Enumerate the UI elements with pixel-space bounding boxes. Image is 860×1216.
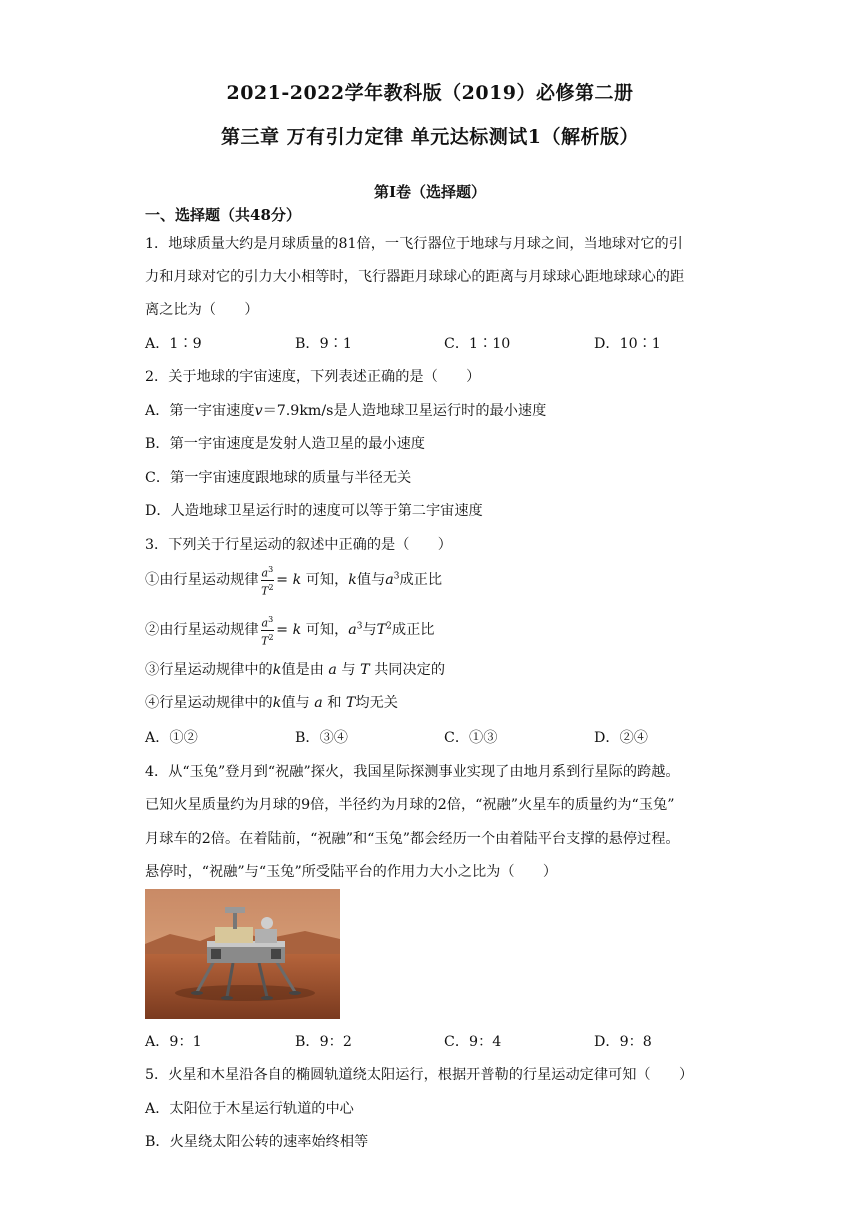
- q2-option-d[interactable]: D．人造地球卫星运行时的速度可以等于第二宇宙速度: [145, 503, 483, 519]
- a-exponent: 3: [393, 571, 400, 582]
- q3-s4-b: 值与: [281, 695, 310, 711]
- q3-s1-pre: ①由行星运动规律: [145, 572, 259, 589]
- formula-numerator: a: [261, 566, 269, 580]
- formula-denominator-exp: 2: [268, 632, 274, 642]
- q3-s3-c: 与: [341, 662, 356, 678]
- q3-s1-post2: 值与: [356, 572, 386, 589]
- q2-option-b[interactable]: B．第一宇宙速度是发射人造卫星的最小速度: [145, 436, 425, 452]
- q2-stem: 2．关于地球的宇宙速度，下列表述正确的是（ ）: [145, 369, 481, 385]
- q1-line-1: 1．地球质量大约是月球质量的81倍，一飞行器位于地球与月球之间，当地球对它的引: [145, 236, 683, 252]
- k-symbol: k: [272, 695, 282, 711]
- q4-line-3: 月球车的2倍。在着陆前，“祝融”和“玉兔”都会经历一个由着陆平台支撑的悬停过程。: [145, 831, 680, 847]
- q3-s3-b: 值是由: [281, 662, 324, 678]
- q3-s4-d: 均无关: [355, 695, 398, 711]
- a-symbol: a: [328, 662, 337, 678]
- q1-option-d[interactable]: D．10∶1: [594, 336, 661, 352]
- formula-numerator-exp: 3: [268, 565, 274, 574]
- q3-s4-c: 和: [327, 695, 342, 711]
- mars-lander-image: [145, 889, 340, 1019]
- q3-option-d[interactable]: D．②④: [594, 730, 648, 746]
- a-symbol: a: [314, 695, 323, 711]
- q3-statement-4: [145, 692, 398, 712]
- volume-title: 第Ⅰ卷（选择题）: [373, 183, 487, 201]
- q3-s1-post3: 成正比: [399, 572, 443, 589]
- section-title: 一、选择题（共48分）: [145, 206, 301, 224]
- formula-numerator-exp: 3: [268, 615, 274, 624]
- q4-option-a[interactable]: A．9：1: [145, 1034, 202, 1050]
- formula-rhs: = k: [276, 572, 302, 589]
- k-symbol: k: [272, 662, 282, 678]
- kepler-formula-fraction: [261, 613, 275, 647]
- q3-option-c[interactable]: C．①③: [444, 730, 498, 746]
- q3-s2-mid: 与: [362, 622, 377, 639]
- a-symbol: a: [348, 622, 357, 639]
- mars-lander-illustration: [145, 889, 340, 1019]
- q1-option-b[interactable]: B．9∶1: [295, 336, 352, 352]
- a-exponent: 3: [356, 621, 363, 632]
- t-symbol: T: [376, 622, 387, 639]
- formula-rhs: = k: [276, 622, 302, 639]
- q3-statement-2: [145, 613, 434, 647]
- q3-statement-1: [145, 563, 442, 597]
- q2-option-c[interactable]: C．第一宇宙速度跟地球的质量与半径无关: [145, 470, 412, 486]
- q3-stem: 3．下列关于行星运动的叙述中正确的是（ ）: [145, 537, 452, 553]
- document-subtitle: 第三章 万有引力定律 单元达标测试1（解析版）: [221, 126, 639, 148]
- formula-numerator: a: [261, 616, 269, 630]
- q1-line-3: 离之比为（ ）: [145, 302, 259, 318]
- q3-s4-a: ④行星运动规律中的: [145, 695, 273, 711]
- q4-line-2: 已知火星质量约为月球的9倍，半径约为月球的2倍，“祝融”火星车的质量约为“玉兔”: [145, 797, 675, 813]
- q5-option-a[interactable]: A．太阳位于木星运行轨道的中心: [145, 1101, 354, 1117]
- q2-option-a-pre: A．第一宇宙速度: [145, 403, 255, 419]
- q4-option-c[interactable]: C．9：4: [444, 1034, 502, 1050]
- t-exponent: 2: [386, 621, 392, 632]
- q1-option-a[interactable]: A．1∶9: [145, 336, 202, 352]
- q2-option-a[interactable]: [145, 400, 546, 420]
- formula-denominator: T: [261, 584, 269, 598]
- a-symbol: a: [385, 572, 394, 589]
- q3-option-a[interactable]: A．①②: [145, 730, 198, 746]
- velocity-symbol: v: [254, 403, 263, 419]
- q4-line-4: 悬停时，“祝融”与“玉兔”所受陆平台的作用力大小之比为（ ）: [145, 864, 558, 880]
- q3-s1-post1: 可知，: [305, 572, 349, 589]
- q3-s2-post2: 成正比: [391, 622, 435, 639]
- t-symbol: T: [360, 662, 370, 678]
- q3-option-b[interactable]: B．③④: [295, 730, 348, 746]
- q3-s3-d: 共同决定的: [374, 662, 446, 678]
- q3-s2-pre: ②由行星运动规律: [145, 622, 259, 639]
- q4-line-1: 4．从“玉兔”登月到“祝融”探火，我国星际探测事业实现了由地月系到行星际的跨越。: [145, 764, 680, 780]
- q3-s3-a: ③行星运动规律中的: [145, 662, 273, 678]
- q3-s2-post1: 可知，: [305, 622, 349, 639]
- formula-denominator: T: [261, 634, 269, 648]
- q5-stem: 5．火星和木星沿各自的椭圆轨道绕太阳运行，根据开普勒的行星运动定律可知（ ）: [145, 1067, 694, 1083]
- q5-option-b[interactable]: B．火星绕太阳公转的速率始终相等: [145, 1134, 369, 1150]
- q4-option-d[interactable]: D．9：8: [594, 1034, 652, 1050]
- t-symbol: T: [345, 695, 356, 711]
- q4-option-b[interactable]: B．9：2: [295, 1034, 352, 1050]
- formula-denominator-exp: 2: [268, 582, 274, 592]
- q1-option-c[interactable]: C．1∶10: [444, 336, 511, 352]
- q2-option-a-post: ＝7.9km/s是人造地球卫星运行时的最小速度: [262, 403, 547, 419]
- document-title: 2021-2022学年教科版（2019）必修第二册: [226, 82, 634, 104]
- q3-statement-3: [145, 659, 445, 679]
- k-symbol: k: [348, 572, 357, 589]
- q1-line-2: 力和月球对它的引力大小相等时，飞行器距月球球心的距离与月球球心距地球球心的距: [145, 269, 685, 285]
- kepler-formula-fraction: [261, 563, 275, 597]
